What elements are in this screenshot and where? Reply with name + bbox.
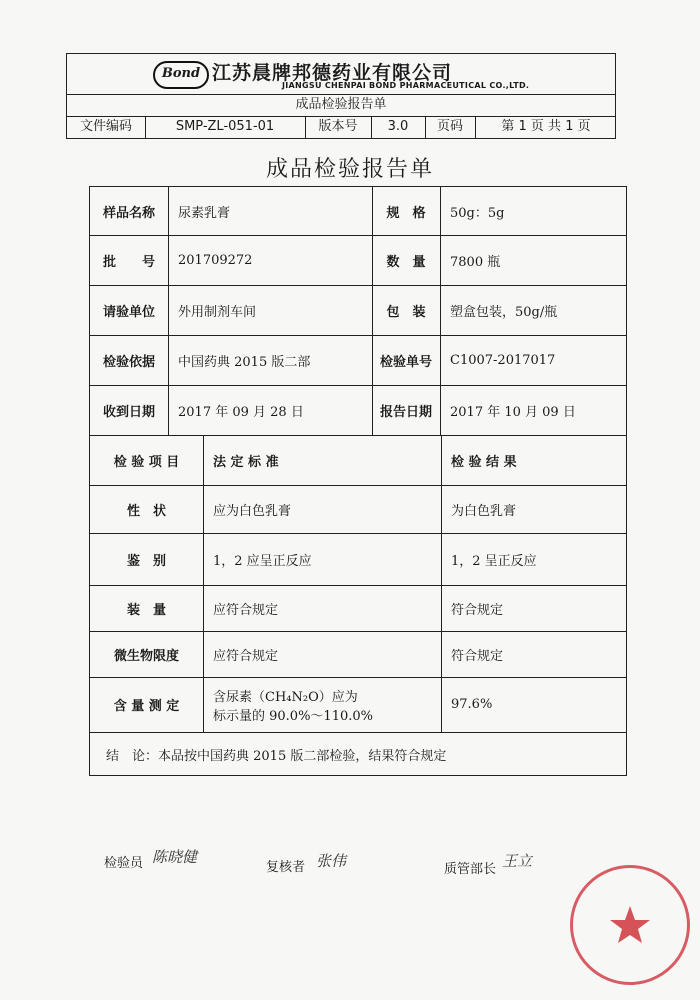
test-item: 装 量 bbox=[126, 602, 166, 618]
package-value: 塑盒包装，50g/瓶 bbox=[450, 304, 558, 320]
test-result: 符合规定 bbox=[451, 648, 504, 664]
basis-label: 检验依据 bbox=[102, 354, 155, 370]
page-label: 页码 bbox=[425, 116, 476, 138]
recv-date-label: 收到日期 bbox=[102, 404, 155, 420]
test-no-label: 检验单号 bbox=[379, 354, 432, 370]
report-date-value: 2017 年 10 月 09 日 bbox=[450, 404, 576, 420]
quantity-value: 7800 瓶 bbox=[450, 254, 501, 270]
sample-name: 尿素乳膏 bbox=[178, 205, 231, 221]
test-standard: 应符合规定 bbox=[213, 648, 279, 664]
recv-date-value: 2017 年 09 月 28 日 bbox=[178, 404, 304, 420]
report-title: 成品检验报告单 bbox=[265, 157, 434, 182]
test-standard-line: 标示量的 90.0%～110.0% bbox=[213, 708, 373, 724]
test-result: 1，2 呈正反应 bbox=[451, 553, 537, 569]
test-result: 符合规定 bbox=[451, 602, 504, 618]
test-item: 含 量 测 定 bbox=[113, 699, 180, 714]
reviewer-label: 复核者 bbox=[266, 860, 306, 875]
inspector-signature: 陈晓健 bbox=[152, 848, 198, 866]
dept-label: 请验单位 bbox=[102, 304, 155, 320]
test-result: 97.6% bbox=[451, 697, 493, 712]
test-item: 微生物限度 bbox=[113, 648, 179, 664]
spec-value: 50g：5g bbox=[450, 205, 505, 221]
batch-label: 批 号 bbox=[102, 254, 155, 270]
test-standard: 应为白色乳膏 bbox=[213, 503, 292, 519]
tests-header-item: 检 验 项 目 bbox=[113, 454, 180, 470]
package-label: 包 装 bbox=[386, 304, 426, 320]
conclusion: 结 论：本品按中国药典 2015 版二部检验，结果符合规定 bbox=[106, 748, 447, 764]
company-row bbox=[67, 54, 615, 95]
test-standard-line: 含尿素（CH₄N₂O）应为 bbox=[213, 689, 358, 705]
test-item: 性 状 bbox=[126, 503, 166, 519]
test-standard: 1，2 应呈正反应 bbox=[213, 553, 312, 569]
sample-name-label: 样品名称 bbox=[102, 205, 155, 221]
dept-value: 外用制剂车间 bbox=[178, 304, 257, 320]
basis-value: 中国药典 2015 版二部 bbox=[178, 354, 311, 370]
document-header bbox=[66, 53, 616, 139]
test-standard: 应符合规定 bbox=[213, 602, 279, 618]
test-result: 为白色乳膏 bbox=[451, 503, 517, 519]
company-name-en: JIANGSU CHENPAI BOND PHARMACEUTICAL CO.,LTD. bbox=[282, 81, 530, 90]
company-logo: Bond bbox=[153, 61, 209, 89]
doc-meta-row bbox=[67, 116, 615, 138]
qa-label: 质管部长 bbox=[444, 862, 497, 877]
quantity-label: 数 量 bbox=[386, 254, 426, 270]
doc-no-label: 文件编码 bbox=[67, 116, 146, 138]
test-no-value: C1007-2017017 bbox=[450, 352, 556, 368]
company-name-cn: 江苏晨牌邦德药业有限公司 bbox=[212, 62, 453, 84]
test-item: 鉴 别 bbox=[126, 553, 166, 569]
seal-star-icon bbox=[573, 868, 687, 982]
version-label: 版本号 bbox=[305, 116, 372, 138]
report-table bbox=[89, 186, 627, 776]
doc-no: SMP-ZL-051-01 bbox=[145, 116, 306, 138]
inspector-label: 检验员 bbox=[104, 856, 144, 871]
tests-header-standard: 法 定 标 准 bbox=[213, 454, 279, 470]
version-value: 3.0 bbox=[371, 116, 426, 138]
qa-signature: 王立 bbox=[502, 852, 533, 870]
test-standard bbox=[203, 677, 441, 732]
spec-label: 规 格 bbox=[386, 205, 426, 221]
company-seal bbox=[570, 865, 690, 985]
batch-value: 201709272 bbox=[178, 252, 253, 268]
page-value: 第 1 页 共 1 页 bbox=[501, 119, 591, 134]
report-date-label: 报告日期 bbox=[379, 404, 432, 420]
form-title: 成品检验报告单 bbox=[67, 94, 615, 117]
tests-header-result: 检 验 结 果 bbox=[451, 454, 517, 470]
reviewer-signature: 张伟 bbox=[316, 852, 347, 870]
